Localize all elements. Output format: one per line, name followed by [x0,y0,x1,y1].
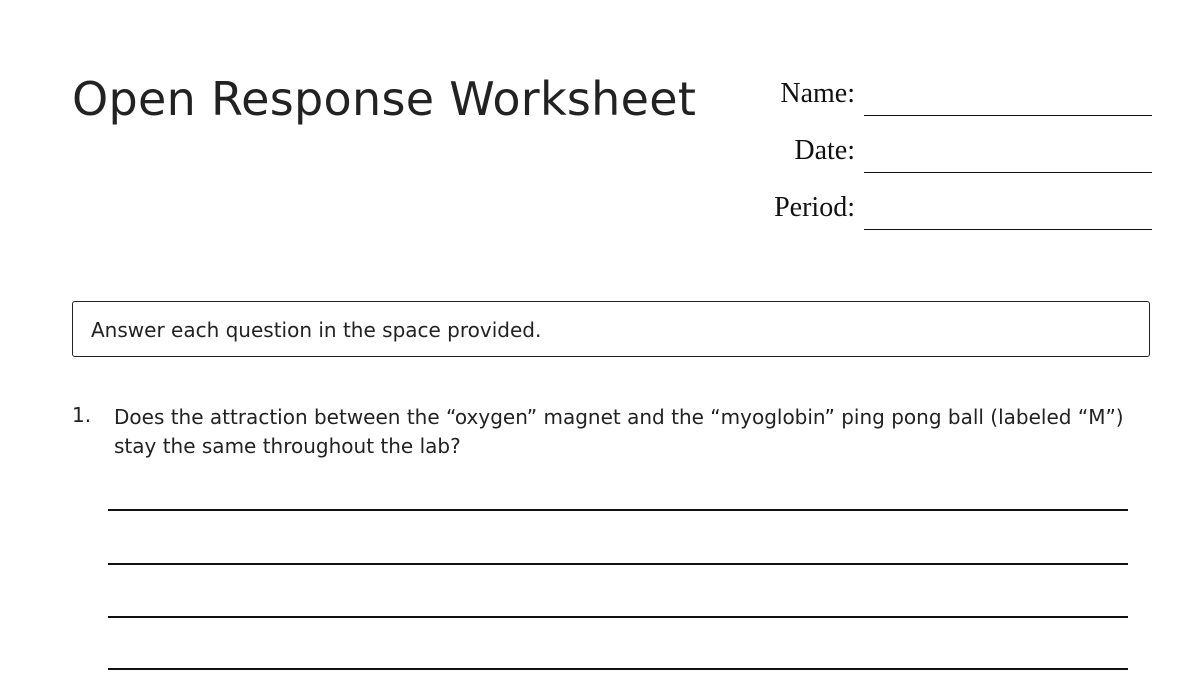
question-number: 1. [72,403,92,427]
instructions-text: Answer each question in the space provided. [91,318,542,342]
question-text: Does the attraction between the “oxygen” magnet and the “myoglobin” ping pong ball (labeled “M”) stay the same throughout the lab? [114,405,1124,458]
period-field[interactable] [864,229,1152,230]
name-label: Name: [780,78,855,109]
answer-line[interactable] [108,509,1128,511]
worksheet-title: Open Response Worksheet [72,72,697,126]
period-label: Period: [774,192,855,223]
name-field[interactable] [864,115,1152,116]
instructions-box [72,301,1150,357]
period-field-row [740,192,1152,232]
answer-line[interactable] [108,563,1128,565]
date-label: Date: [794,135,855,166]
answer-line[interactable] [108,616,1128,618]
date-field-row [740,135,1152,175]
answer-line[interactable] [108,668,1128,670]
name-field-row [740,78,1152,118]
date-field[interactable] [864,172,1152,173]
